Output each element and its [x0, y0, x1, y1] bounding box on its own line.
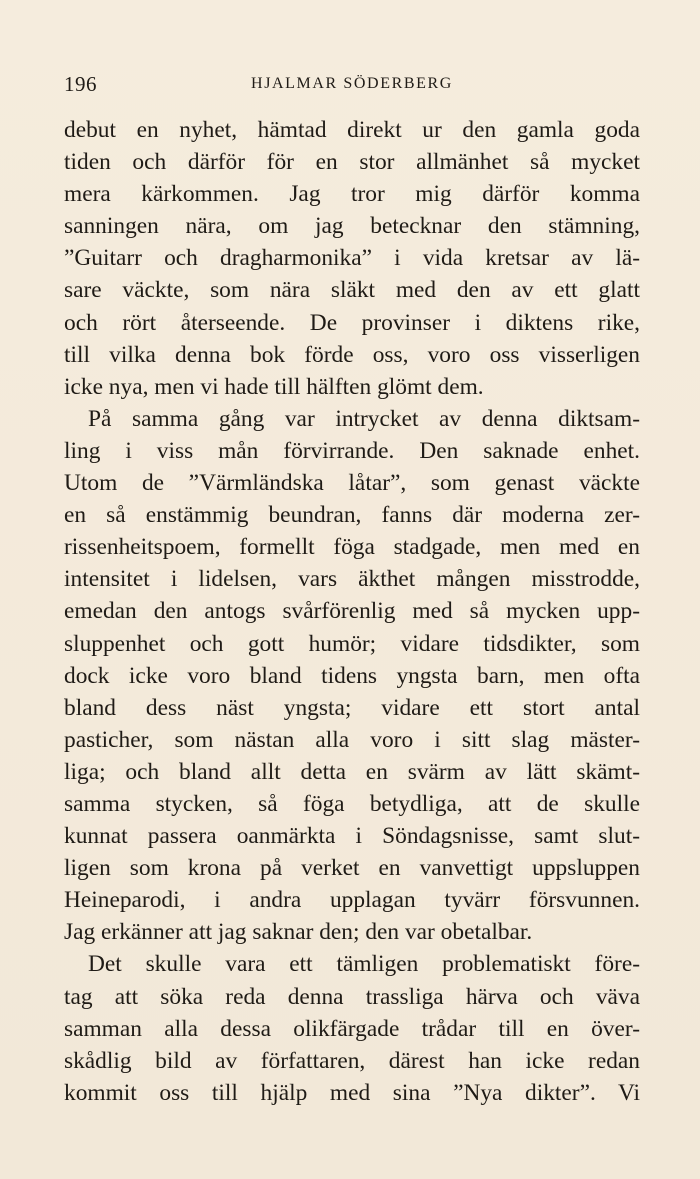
text-line: samman alla dessa olikfärgade trådar till en över-: [64, 1015, 640, 1042]
text-line: ”Guitarr och dragharmonika” i vida kretsar av lä-: [64, 245, 640, 272]
running-head: HJALMAR SÖDERBERG: [251, 75, 453, 92]
text-line: samma stycken, så föga betydliga, att de skulle: [64, 790, 640, 817]
text-line: Heineparodi, i andra upplagan tyvärr försvunnen.: [64, 887, 640, 914]
text-line: Jag erkänner att jag saknar den; den var obetalbar.: [64, 919, 533, 946]
text-line: skådlig bild av författaren, därest han icke redan: [64, 1047, 640, 1074]
text-line: bland dess näst yngsta; vidare ett stort antal: [64, 694, 640, 721]
text-line: mera kärkommen. Jag tror mig därför komma: [64, 181, 640, 208]
text-line: intensitet i lidelsen, vars äkthet mången misstrodde,: [64, 566, 640, 593]
text-line: tiden och därför för en stor allmänhet så mycket: [64, 149, 640, 176]
page-header: [64, 72, 640, 102]
text-line: sanningen nära, om jag betecknar den stämning,: [64, 213, 640, 240]
text-line: en så enstämmig beundran, fanns där moderna zer-: [64, 502, 640, 529]
text-line: dock icke voro bland tidens yngsta barn, men ofta: [64, 662, 640, 689]
body-text: [64, 114, 640, 1109]
text-line: emedan den antogs svårförenlig med så mycken upp-: [64, 598, 640, 625]
text-line: och rört återseende. De provinser i diktens rike,: [64, 309, 640, 336]
page-number: 196: [64, 72, 97, 96]
text-line: tag att söka reda denna trassliga härva och väva: [64, 983, 640, 1010]
text-line: Det skulle vara ett tämligen problematiskt före-: [88, 951, 640, 978]
text-line: kunnat passera oanmärkta i Söndagsnisse, samt slut-: [64, 823, 640, 850]
text-line: icke nya, men vi hade till hälften glömt dem.: [64, 373, 484, 400]
text-line: ligen som krona på verket en vanvettigt uppsluppen: [64, 855, 640, 882]
text-line: debut en nyhet, hämtad direkt ur den gamla goda: [64, 117, 640, 143]
text-line: pasticher, som nästan alla voro i sitt slag mäster-: [64, 726, 640, 753]
text-line: rissenheitspoem, formellt föga stadgade, men med en: [64, 534, 640, 561]
text-line: kommit oss till hjälp med sina ”Nya dikter”. Vi: [64, 1079, 640, 1106]
text-line: ling i viss mån förvirrande. Den saknade enhet.: [64, 437, 640, 464]
text-line: sluppenhet och gott humör; vidare tidsdikter, som: [64, 630, 640, 657]
text-line: till vilka denna bok förde oss, voro oss visserligen: [64, 341, 640, 368]
text-line: Utom de ”Värmländska låtar”, som genast väckte: [64, 470, 640, 497]
text-line: sare väckte, som nära släkt med den av ett glatt: [64, 277, 640, 304]
text-line: På samma gång var intrycket av denna diktsam-: [88, 405, 640, 432]
text-line: liga; och bland allt detta en svärm av lätt skämt-: [64, 758, 640, 785]
